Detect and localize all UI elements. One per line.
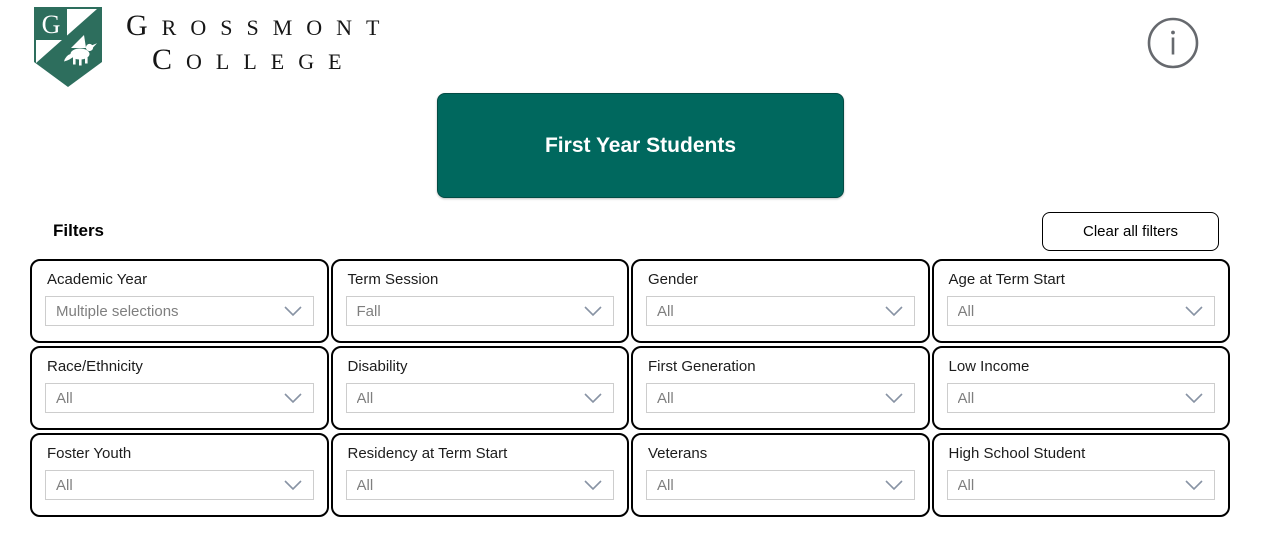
filter-label: Age at Term Start [948, 271, 1065, 288]
filter-label: Academic Year [47, 271, 148, 288]
chevron-down-icon [583, 392, 603, 404]
chevron-down-icon [884, 305, 904, 317]
filter-selected-value: All [657, 476, 674, 494]
filter-card-low-income [932, 346, 1231, 430]
logo-letter: G [41, 10, 61, 39]
filter-card-academic-year [30, 259, 329, 343]
filter-selected-value: All [957, 302, 975, 320]
filters-grid [30, 259, 1230, 517]
chevron-down-icon [1184, 479, 1204, 491]
chevron-down-icon [283, 392, 303, 404]
filter-label: High School Student [948, 445, 1086, 462]
filter-label: Term Session [347, 271, 439, 288]
filter-card-gender [631, 259, 930, 343]
filter-selected-value: All [56, 476, 73, 494]
filter-card-foster-youth [30, 433, 329, 517]
filter-dropdown-veterans[interactable] [646, 470, 915, 500]
college-name-line1: GROSSMONT [126, 9, 394, 42]
filter-dropdown-disability[interactable] [346, 383, 615, 413]
filter-label: Low Income [948, 358, 1030, 375]
filter-dropdown-academic-year[interactable] [45, 296, 314, 326]
first-year-students-button[interactable] [437, 93, 844, 198]
filter-card-high-school-student [932, 433, 1231, 517]
filter-selected-value: All [957, 476, 975, 494]
filter-card-residency-at-term-start [331, 433, 630, 517]
filter-dropdown-high-school-student[interactable] [947, 470, 1216, 500]
filter-selected-value: All [356, 389, 374, 407]
filter-label: Veterans [648, 445, 708, 462]
filter-dropdown-first-generation[interactable] [646, 383, 915, 413]
filter-dropdown-gender[interactable] [646, 296, 915, 326]
filter-label: Foster Youth [47, 445, 132, 462]
college-wordmark [126, 10, 393, 78]
logo-shield [33, 6, 103, 88]
filter-selected-value: All [56, 389, 73, 407]
filter-card-disability [331, 346, 630, 430]
filter-card-age-at-term-start [932, 259, 1231, 343]
filter-card-veterans [631, 433, 930, 517]
chevron-down-icon [283, 479, 303, 491]
filter-selected-value: All [657, 389, 674, 407]
clear-all-filters-button[interactable] [1042, 212, 1219, 251]
filter-dropdown-low-income[interactable] [947, 383, 1216, 413]
clear-all-filters-label: Clear all filters [1082, 223, 1179, 240]
filter-card-race-ethnicity [30, 346, 329, 430]
filter-dropdown-age-at-term-start[interactable] [947, 296, 1216, 326]
chevron-down-icon [583, 305, 603, 317]
filter-label: Gender [648, 271, 699, 288]
info-button[interactable] [1146, 16, 1200, 70]
chevron-down-icon [283, 305, 303, 317]
chevron-down-icon [583, 479, 603, 491]
chevron-down-icon [1184, 305, 1204, 317]
filter-selected-value: Multiple selections [56, 302, 179, 320]
filter-label: Residency at Term Start [347, 445, 508, 462]
filter-dropdown-term-session[interactable] [346, 296, 615, 326]
filter-dropdown-race-ethnicity[interactable] [45, 383, 314, 413]
info-circle-icon [1146, 16, 1200, 70]
college-name-line2: COLLEGE [152, 43, 356, 76]
filter-dropdown-residency-at-term-start[interactable] [346, 470, 615, 500]
filter-label: First Generation [648, 358, 756, 375]
chevron-down-icon [884, 479, 904, 491]
chevron-down-icon [884, 392, 904, 404]
filter-selected-value: Fall [356, 302, 381, 320]
filter-label: Race/Ethnicity [47, 358, 143, 375]
first-year-students-label: First Year Students [544, 133, 736, 157]
filter-selected-value: All [957, 389, 975, 407]
college-logo [33, 6, 103, 88]
filter-selected-value: All [356, 476, 374, 494]
filter-selected-value: All [657, 302, 674, 320]
chevron-down-icon [1184, 392, 1204, 404]
filter-card-first-generation [631, 346, 930, 430]
filter-card-term-session [331, 259, 630, 343]
filter-label: Disability [347, 358, 408, 375]
filters-section-label: Filters [53, 221, 105, 240]
filter-dropdown-foster-youth[interactable] [45, 470, 314, 500]
